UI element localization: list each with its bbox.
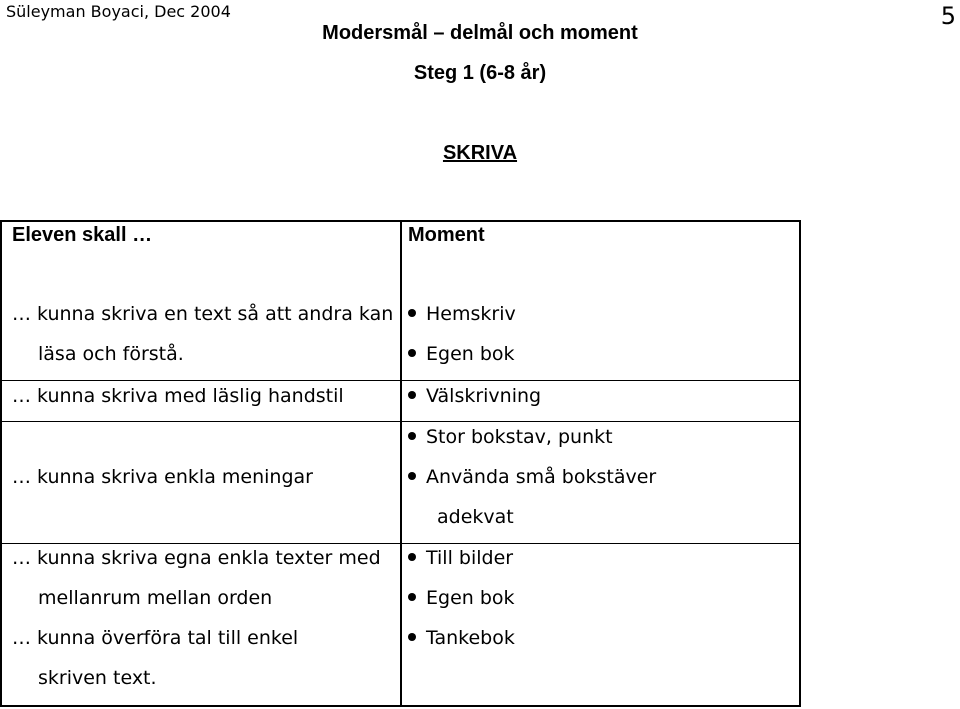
moment-item [408,627,515,649]
moment-label: Till bilder [426,547,514,569]
goal-text: … kunna skriva enkla meningar [12,466,313,488]
bullet-icon [408,432,416,440]
moment-label: Hemskriv [426,303,516,325]
goal-text: … kunna skriva en text så att andra kan [12,303,394,325]
moment-item [408,587,515,609]
page-number: 5 [940,2,956,30]
goal-text: … kunna skriva med läslig handstil [12,385,344,407]
bullet-icon [408,472,416,480]
section-title: SKRIVA [442,142,518,164]
goal-text: skriven text. [38,667,157,689]
document-header-author-date: Süleyman Boyaci, Dec 2004 [6,2,231,21]
table-row-divider [0,421,800,422]
table-right-border [799,220,801,707]
bullet-icon [408,593,416,601]
table-row-divider [0,543,800,544]
moment-item [408,426,613,448]
moment-item [408,547,513,569]
moment-label: Egen bok [426,343,515,365]
goal-text: läsa och förstå. [38,343,184,365]
goal-text: mellanrum mellan orden [38,587,273,609]
goal-text: … kunna överföra tal till enkel [12,627,299,649]
moment-label: Egen bok [426,587,515,609]
bullet-icon [408,391,416,399]
table-left-border [0,220,2,707]
page-subtitle: Steg 1 (6-8 år) [413,62,547,84]
moment-label: Stor bokstav, punkt [426,426,613,448]
table-bottom-border [0,705,800,707]
table-top-border [0,220,800,222]
moment-label-continuation: adekvat [437,506,514,528]
moment-label: Tankebok [426,627,515,649]
moment-item [408,303,516,325]
page-title: Modersmål – delmål och moment [322,22,638,44]
column-header-moments: Moment [408,224,485,246]
moment-item [408,343,515,365]
moment-label: Välskrivning [426,385,542,407]
bullet-icon [408,349,416,357]
bullet-icon [408,553,416,561]
table-column-divider [400,220,402,707]
bullet-icon [408,633,416,641]
table-row-divider [0,380,800,381]
bullet-icon [408,309,416,317]
column-header-goals: Eleven skall … [12,224,153,246]
moment-label: Använda små bokstäver [426,466,657,488]
moment-item [408,466,656,488]
goal-text: … kunna skriva egna enkla texter med [12,547,381,569]
moment-item [408,385,541,407]
